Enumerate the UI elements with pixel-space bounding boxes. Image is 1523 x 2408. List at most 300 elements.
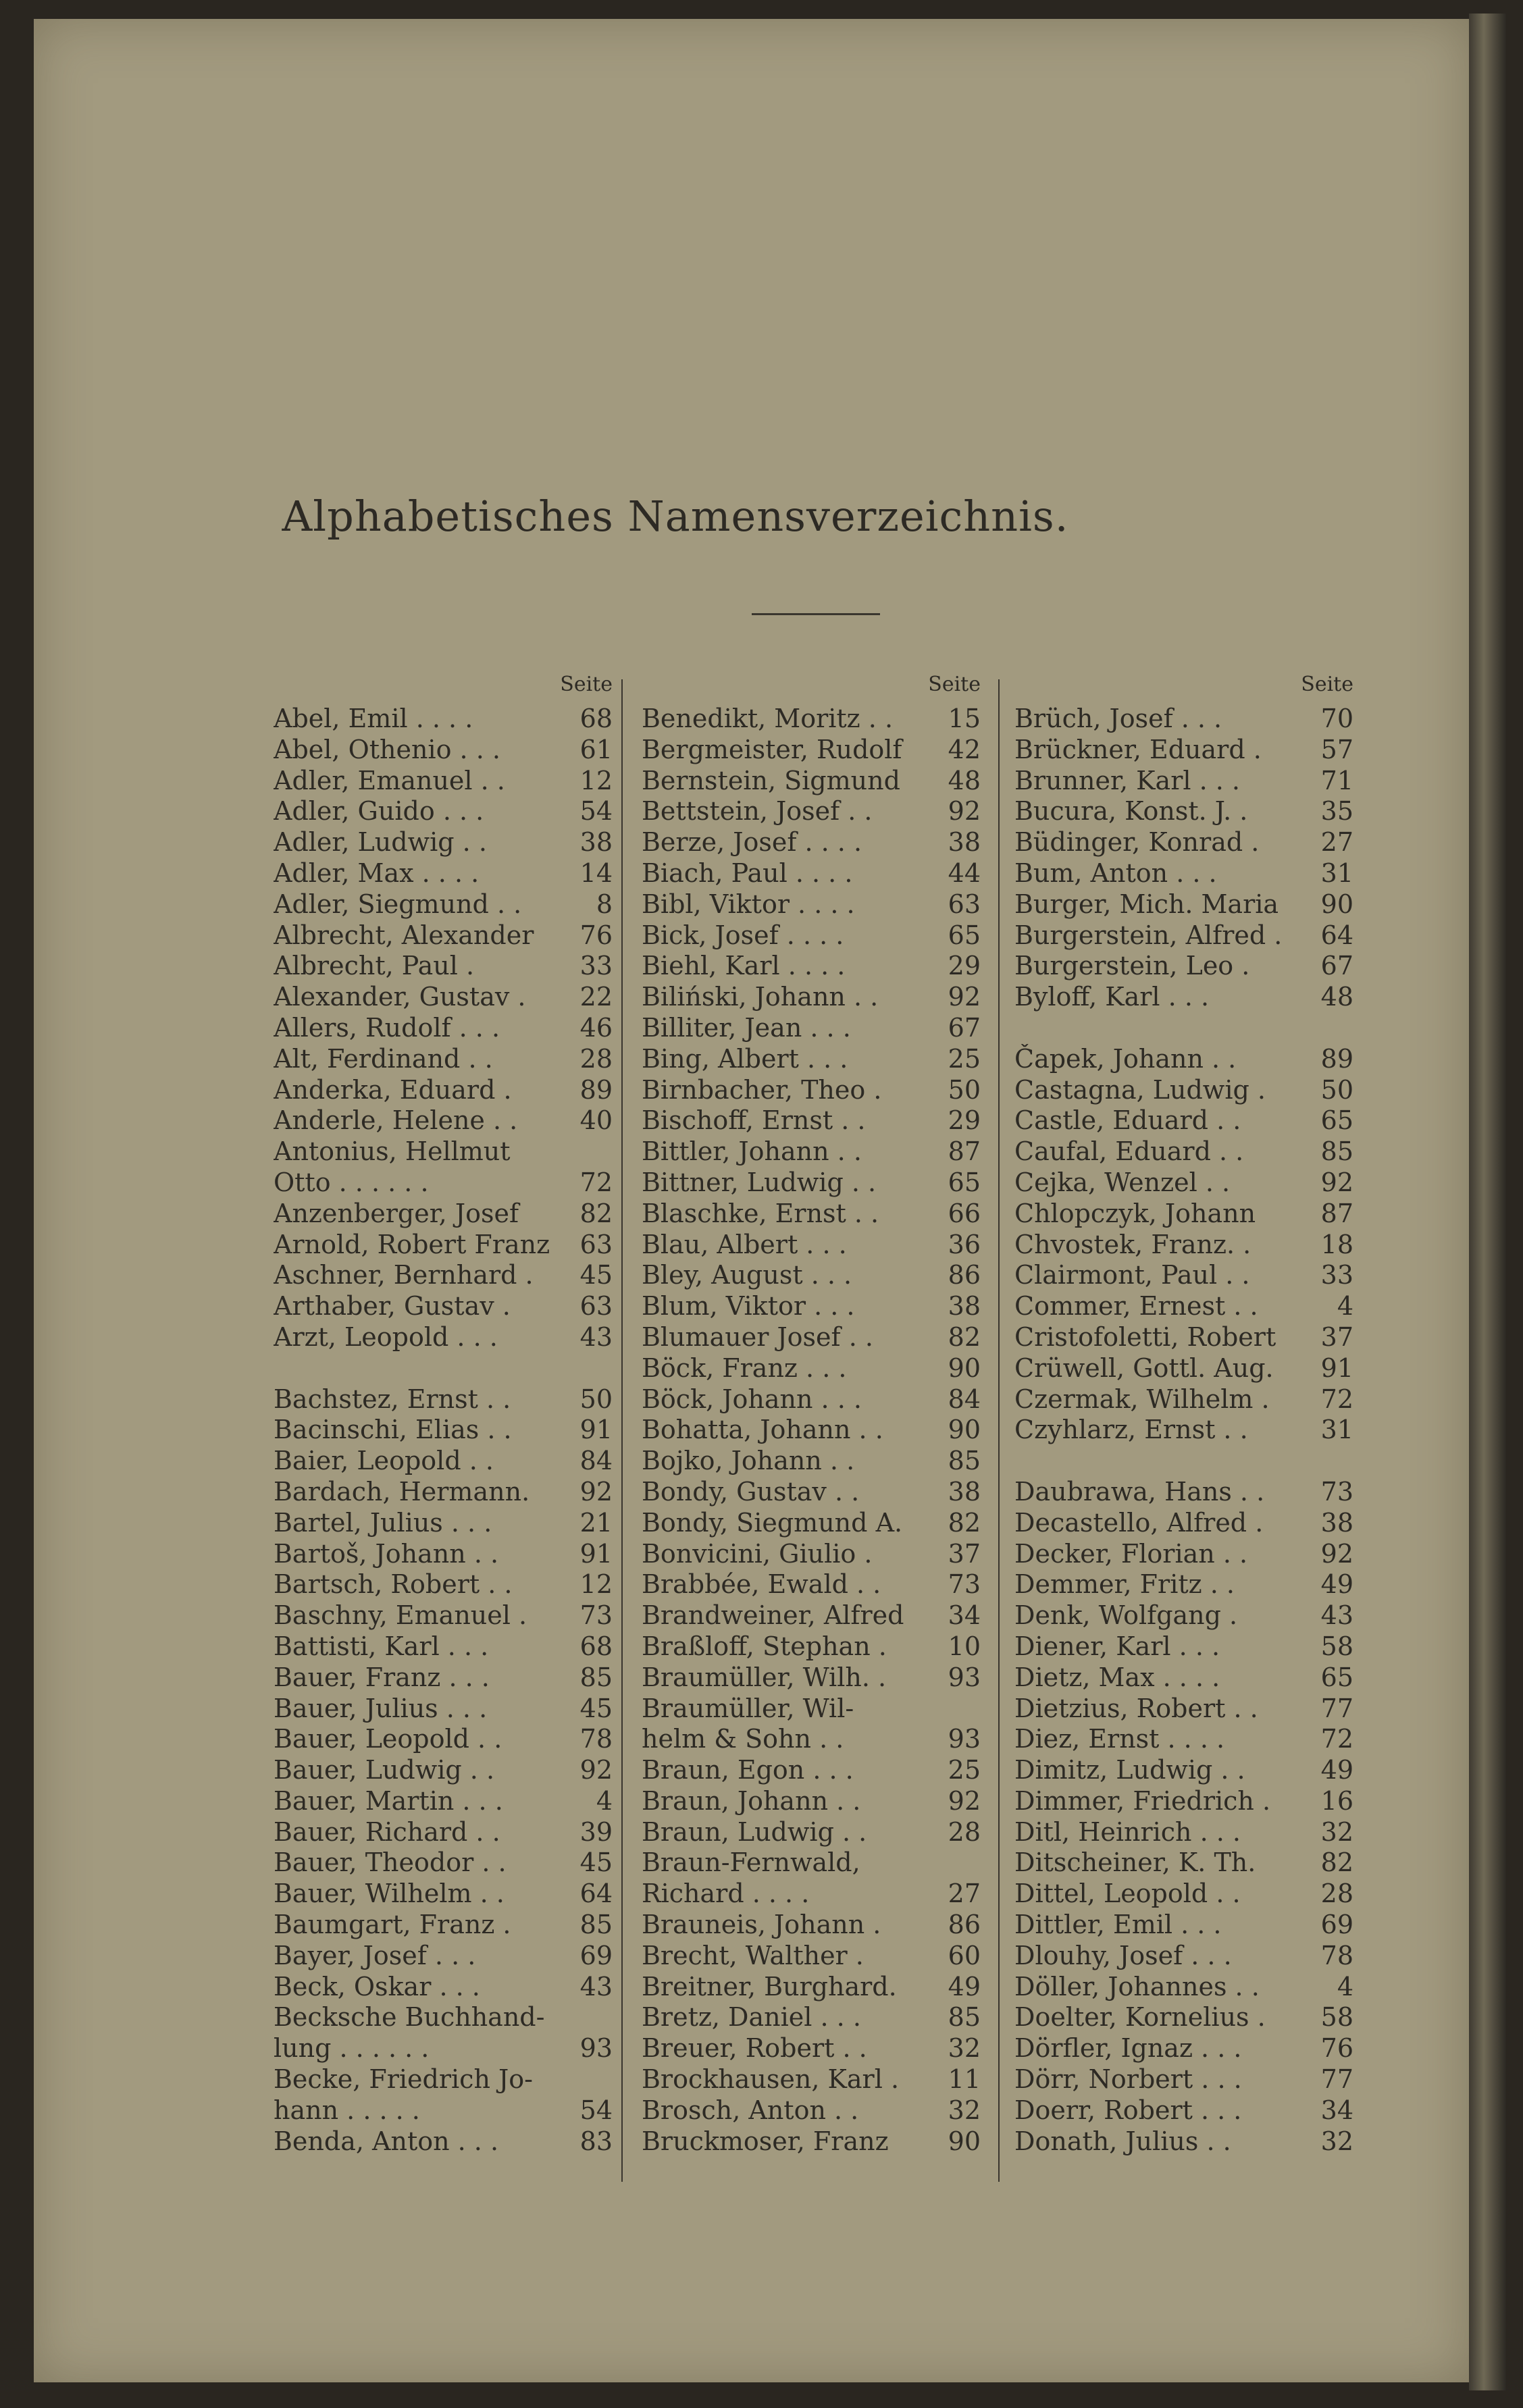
index-entry	[1014, 704, 1359, 735]
column-header: Seite	[560, 673, 613, 696]
entry-page: 65	[1320, 1662, 1353, 1692]
entry-page: 50	[579, 1384, 613, 1414]
entry-name: Clairmont, Paul . .	[1014, 1260, 1250, 1290]
entry-name: Adler, Max . . . .	[274, 858, 480, 888]
entry-page: 29	[948, 1105, 981, 1136]
index-entry	[274, 766, 618, 797]
entry-page: 31	[1320, 1415, 1353, 1445]
entry-name: Biehl, Karl . . . .	[642, 951, 846, 981]
entry-page: 63	[579, 1229, 613, 1259]
entry-page: 32	[948, 2095, 981, 2125]
index-entry	[642, 1508, 986, 1539]
entry-name: Bauer, Ludwig . .	[274, 1755, 495, 1785]
entry-name: Czermak, Wilhelm .	[1014, 1384, 1270, 1414]
entry-page: 90	[948, 1353, 981, 1383]
entry-name: Böck, Franz . . .	[642, 1353, 847, 1383]
entry-page: 54	[579, 796, 613, 827]
entry-name: Byloff, Karl . . .	[1014, 982, 1210, 1012]
index-entry	[642, 858, 986, 889]
entry-page: 4	[1337, 1291, 1353, 1321]
index-entry	[274, 2033, 618, 2064]
index-entry	[642, 1694, 986, 1725]
entry-name: Bondy, Gustav . .	[642, 1476, 860, 1507]
entry-page: 93	[579, 2033, 613, 2064]
index-entry	[1014, 1941, 1359, 1972]
index-entry	[274, 1972, 618, 2003]
entry-page: 42	[948, 734, 981, 764]
entry-name: Antonius, Hellmut	[274, 1136, 511, 1167]
index-entry	[274, 1817, 618, 1848]
index-entry	[274, 1044, 618, 1075]
entry-name: Ditl, Heinrich . . .	[1014, 1816, 1241, 1847]
index-entry	[642, 1539, 986, 1570]
entry-name: Baier, Leopold . .	[274, 1446, 494, 1476]
entry-page: 50	[948, 1074, 981, 1105]
index-entry	[274, 982, 618, 1013]
index-entry	[274, 1663, 618, 1694]
entry-name: Burger, Mich. Maria	[1014, 889, 1279, 919]
entry-name: Bibl, Viktor . . . .	[642, 889, 855, 919]
entry-name: Battisti, Karl . . .	[274, 1631, 489, 1661]
index-entry	[1014, 1724, 1359, 1755]
index-entry	[1014, 1075, 1359, 1106]
index-entry	[274, 1755, 618, 1786]
entry-page: 49	[1320, 1569, 1353, 1600]
column-header: Seite	[1301, 673, 1353, 696]
entry-name: Bauer, Martin . . .	[274, 1785, 503, 1816]
index-entry	[642, 1075, 986, 1106]
entry-page: 31	[1320, 858, 1353, 888]
entry-name: Adler, Siegmund . .	[274, 889, 522, 919]
entry-name: Döller, Johannes . .	[1014, 1971, 1260, 2001]
entry-page: 93	[948, 1662, 981, 1692]
index-entry	[1014, 2126, 1359, 2157]
entry-page: 92	[948, 1785, 981, 1816]
entry-name: Dörr, Norbert . . .	[1014, 2064, 1242, 2095]
entry-page: 82	[948, 1321, 981, 1352]
index-entry	[274, 1105, 618, 1136]
entry-name: Bohatta, Johann . .	[642, 1415, 883, 1445]
entry-name: Bergmeister, Rudolf	[642, 734, 902, 764]
entry-name: Albrecht, Alexander	[274, 920, 534, 950]
index-entry	[642, 2033, 986, 2064]
entry-page: 32	[1320, 2126, 1353, 2156]
entry-page: 65	[948, 920, 981, 950]
index-entry	[642, 1477, 986, 1508]
entry-page: 29	[948, 951, 981, 981]
index-entry	[274, 1075, 618, 1106]
index-entry	[1014, 1322, 1359, 1353]
index-entry	[642, 1786, 986, 1817]
entry-name: Bacinschi, Elias . .	[274, 1415, 512, 1445]
index-entry	[1014, 1694, 1359, 1725]
entry-page: 83	[579, 2126, 613, 2156]
index-entry	[642, 2064, 986, 2095]
entry-page: 18	[1320, 1229, 1353, 1259]
entry-name: Breuer, Robert . .	[642, 2033, 867, 2064]
page-title: Alphabetisches Namensverzeichnis.	[282, 492, 1069, 541]
entry-name: Castagna, Ludwig .	[1014, 1074, 1266, 1105]
index-entry	[642, 2126, 986, 2157]
index-entry	[274, 1600, 618, 1631]
index-entry	[274, 1879, 618, 1910]
entry-page: 46	[579, 1012, 613, 1043]
index-entry	[274, 889, 618, 920]
index-entry	[274, 1848, 618, 1879]
page-edge	[1469, 14, 1506, 2390]
index-entry	[642, 1353, 986, 1384]
entry-name: Dimmer, Friedrich .	[1014, 1785, 1271, 1816]
entry-name: Bettstein, Josef . .	[642, 796, 873, 827]
entry-page: 73	[948, 1569, 981, 1600]
title-rule	[752, 613, 880, 615]
entry-page: 67	[948, 1012, 981, 1043]
entry-name: Breitner, Burghard.	[642, 1971, 897, 2001]
index-entry	[1014, 1260, 1359, 1291]
entry-page: 82	[579, 1198, 613, 1228]
index-column-1	[274, 673, 618, 2157]
entry-name: Bum, Anton . . .	[1014, 858, 1217, 888]
index-entry	[274, 1569, 618, 1600]
entry-page: 66	[948, 1198, 981, 1228]
entry-page: 54	[579, 2095, 613, 2125]
entry-name: Beck, Oskar . . .	[274, 1971, 480, 2001]
entry-name: Bartoš, Johann . .	[274, 1538, 499, 1569]
index-entry	[274, 1724, 618, 1755]
index-entry	[274, 1322, 618, 1353]
entry-page: 25	[948, 1755, 981, 1785]
entry-page: 16	[1320, 1785, 1353, 1816]
entry-name: Bondy, Siegmund A.	[642, 1507, 903, 1538]
entry-name: Burgerstein, Leo .	[1014, 951, 1250, 981]
entry-name: Bayer, Josef . . .	[274, 1940, 476, 1970]
entry-name: Becksche Buchhand-	[274, 2002, 545, 2033]
book-page	[34, 19, 1469, 2382]
entry-name: Biach, Paul . . . .	[642, 858, 853, 888]
entry-page: 60	[948, 1940, 981, 1970]
index-entry	[1014, 1199, 1359, 1230]
entry-name: Abel, Emil . . . .	[274, 704, 473, 733]
index-entry	[274, 1353, 618, 1384]
index-entry	[1014, 889, 1359, 920]
index-entry	[642, 1291, 986, 1322]
entry-name: Otto . . . . . .	[274, 1167, 429, 1197]
index-entry	[1014, 796, 1359, 827]
index-entry	[1014, 2064, 1359, 2095]
entry-name: Anzenberger, Josef	[274, 1198, 519, 1228]
entry-name: Brockhausen, Karl .	[642, 2064, 900, 2095]
entry-name: Bing, Albert . . .	[642, 1043, 848, 1074]
entry-page: 92	[948, 982, 981, 1012]
index-entry	[274, 1136, 618, 1168]
index-entry	[1014, 1879, 1359, 1910]
entry-page: 21	[579, 1507, 613, 1538]
index-entry	[642, 2002, 986, 2033]
index-entry	[642, 951, 986, 982]
entry-page: 77	[1320, 2064, 1353, 2095]
entry-name: Bachstez, Ernst . .	[274, 1384, 511, 1414]
entry-page: 65	[948, 1167, 981, 1197]
entry-page: 92	[1320, 1538, 1353, 1569]
index-entry	[274, 951, 618, 982]
entry-name: Crüwell, Gottl. Aug.	[1014, 1353, 1274, 1383]
entry-page: 38	[948, 827, 981, 858]
entry-page: 43	[579, 1321, 613, 1352]
entry-name: lung . . . . . .	[274, 2033, 430, 2064]
entry-name: Bojko, Johann . .	[642, 1446, 855, 1476]
index-entry	[1014, 1508, 1359, 1539]
entry-page: 61	[579, 734, 613, 764]
entry-name: Abel, Othenio . . .	[274, 734, 500, 764]
index-entry	[1014, 827, 1359, 858]
entry-page: 32	[1320, 1816, 1353, 1847]
entry-page: 48	[948, 765, 981, 795]
index-entry	[642, 1044, 986, 1075]
entry-name: Birnbacher, Theo .	[642, 1074, 882, 1105]
entry-name: Cejka, Wenzel . .	[1014, 1167, 1231, 1197]
index-entry	[274, 1384, 618, 1415]
entry-name: Bonvicini, Giulio .	[642, 1538, 873, 1569]
entry-name: Čapek, Johann . .	[1014, 1043, 1237, 1074]
entry-name: Bauer, Leopold . .	[274, 1724, 502, 1754]
index-entry	[274, 2095, 618, 2126]
index-entry	[642, 1199, 986, 1230]
index-entry	[1014, 858, 1359, 889]
entry-page: 48	[1320, 982, 1353, 1012]
index-entry	[1014, 1044, 1359, 1075]
index-entry	[1014, 1817, 1359, 1848]
index-entry	[642, 1663, 986, 1694]
entry-name: helm & Sohn . .	[642, 1724, 844, 1754]
index-entry	[1014, 1415, 1359, 1446]
entry-page: 77	[1320, 1693, 1353, 1723]
entry-name: Arthaber, Gustav .	[274, 1291, 511, 1321]
index-entry	[642, 704, 986, 735]
entry-page: 90	[948, 2126, 981, 2156]
entry-page: 71	[1320, 765, 1353, 795]
entry-page: 90	[948, 1415, 981, 1445]
entry-name: Czyhlarz, Ernst . .	[1014, 1415, 1248, 1445]
entry-page: 58	[1320, 2002, 1353, 2033]
entry-name: Bauer, Theodor . .	[274, 1848, 507, 1878]
index-entry	[1014, 1972, 1359, 2003]
entry-page: 27	[948, 1879, 981, 1909]
entry-name: Chlopczyk, Johann	[1014, 1198, 1256, 1228]
entry-page: 15	[948, 704, 981, 733]
index-entry	[642, 1322, 986, 1353]
entry-name: Dörfler, Ignaz . . .	[1014, 2033, 1242, 2064]
index-entry	[1014, 1631, 1359, 1663]
entry-name: Allers, Rudolf . . .	[274, 1012, 500, 1043]
entry-name: Blumauer Josef . .	[642, 1321, 873, 1352]
entry-name: Diez, Ernst . . . .	[1014, 1724, 1225, 1754]
entry-page: 93	[948, 1724, 981, 1754]
entry-name: Doelter, Kornelius .	[1014, 2002, 1266, 2033]
entry-page: 68	[579, 1631, 613, 1661]
entry-page: 64	[579, 1879, 613, 1909]
entry-name: hann . . . . .	[274, 2095, 420, 2125]
entry-page: 34	[948, 1600, 981, 1631]
entry-name: Brandweiner, Alfred	[642, 1600, 904, 1631]
index-entry	[274, 1631, 618, 1663]
entry-name: Decastello, Alfred .	[1014, 1507, 1264, 1538]
entry-name: Cristofoletti, Robert	[1014, 1321, 1276, 1352]
index-entry	[1014, 1477, 1359, 1508]
index-entry	[1014, 1105, 1359, 1136]
entry-page: 4	[596, 1785, 613, 1816]
index-entry	[1014, 1569, 1359, 1600]
entry-page: 72	[1320, 1384, 1353, 1414]
entry-page: 38	[1320, 1507, 1353, 1538]
index-entry	[274, 1910, 618, 1941]
entry-page: 65	[1320, 1105, 1353, 1136]
entry-name: Brecht, Walther .	[642, 1940, 864, 1970]
entry-page: 37	[948, 1538, 981, 1569]
entry-page: 35	[1320, 796, 1353, 827]
entry-page: 85	[579, 1662, 613, 1692]
entry-page: 49	[948, 1971, 981, 2001]
column-header: Seite	[928, 673, 981, 696]
entry-page: 28	[948, 1816, 981, 1847]
index-entry	[642, 1724, 986, 1755]
index-entry	[1014, 1384, 1359, 1415]
index-entry	[642, 1446, 986, 1477]
index-entry	[1014, 766, 1359, 797]
index-entry	[642, 1910, 986, 1941]
index-entry	[1014, 2095, 1359, 2126]
entry-name: Doerr, Robert . . .	[1014, 2095, 1242, 2125]
entry-name: Denk, Wolfgang .	[1014, 1600, 1238, 1631]
index-entry	[1014, 2033, 1359, 2064]
index-entry	[1014, 1848, 1359, 1879]
entry-page: 25	[948, 1043, 981, 1074]
entry-page: 84	[948, 1384, 981, 1414]
entry-name: Arzt, Leopold . . .	[274, 1321, 498, 1352]
index-entry	[642, 1631, 986, 1663]
entry-page: 70	[1320, 704, 1353, 733]
entry-page: 12	[579, 765, 613, 795]
entry-page: 91	[1320, 1353, 1353, 1383]
entry-name: Braun, Ludwig . .	[642, 1816, 867, 1847]
entry-page: 39	[579, 1816, 613, 1847]
index-entry	[274, 1291, 618, 1322]
entry-name: Dimitz, Ludwig . .	[1014, 1755, 1245, 1785]
index-entry	[1014, 1910, 1359, 1941]
entry-page: 27	[1320, 827, 1353, 858]
index-entry	[274, 704, 618, 735]
index-entry	[274, 1539, 618, 1570]
entry-name: Brabbée, Ewald . .	[642, 1569, 881, 1600]
entry-name: Brosch, Anton . .	[642, 2095, 859, 2125]
entry-page: 92	[1320, 1167, 1353, 1197]
entry-name: Brauneis, Johann .	[642, 1910, 881, 1940]
index-entry	[274, 1230, 618, 1261]
index-entry	[274, 1168, 618, 1199]
index-entry	[642, 1569, 986, 1600]
entry-page: 57	[1320, 734, 1353, 764]
entry-name: Braßloff, Stephan .	[642, 1631, 887, 1661]
entry-page: 67	[1320, 951, 1353, 981]
entry-name: Burgerstein, Alfred .	[1014, 920, 1283, 950]
index-entry	[642, 889, 986, 920]
entry-name: Blaschke, Ernst . .	[642, 1198, 879, 1228]
index-entry	[642, 1415, 986, 1446]
index-entry	[642, 1600, 986, 1631]
entry-page: 89	[579, 1074, 613, 1105]
index-entry	[642, 735, 986, 766]
entry-page: 49	[1320, 1755, 1353, 1785]
entry-name: Alexander, Gustav .	[274, 982, 526, 1012]
entry-name: Adler, Emanuel . .	[274, 765, 505, 795]
entry-name: Bartsch, Robert . .	[274, 1569, 513, 1600]
entry-name: Berze, Josef . . . .	[642, 827, 862, 858]
index-entry	[642, 796, 986, 827]
entry-page: 89	[1320, 1043, 1353, 1074]
entry-page: 91	[579, 1538, 613, 1569]
index-entry	[274, 735, 618, 766]
entry-page: 82	[948, 1507, 981, 1538]
index-entry	[1014, 1013, 1359, 1044]
entry-name: Braumüller, Wilh. .	[642, 1662, 887, 1692]
index-entry	[642, 920, 986, 951]
entry-page: 85	[1320, 1136, 1353, 1167]
entry-name: Biliński, Johann . .	[642, 982, 879, 1012]
index-entry	[1014, 1168, 1359, 1199]
entry-page: 10	[948, 1631, 981, 1661]
index-entry	[274, 1415, 618, 1446]
index-entry	[274, 1694, 618, 1725]
entry-page: 86	[948, 1910, 981, 1940]
index-entry	[642, 1260, 986, 1291]
entry-name: Bauer, Wilhelm . .	[274, 1879, 505, 1909]
entry-page: 78	[579, 1724, 613, 1754]
entry-name: Bischoff, Ernst . .	[642, 1105, 866, 1136]
entry-page: 43	[1320, 1600, 1353, 1631]
entry-page: 32	[948, 2033, 981, 2064]
index-entry	[1014, 1446, 1359, 1477]
index-entry	[642, 1105, 986, 1136]
entry-page: 92	[579, 1755, 613, 1785]
entry-name: Blum, Viktor . . .	[642, 1291, 855, 1321]
entry-name: Benda, Anton . . .	[274, 2126, 499, 2156]
index-column-2	[642, 673, 986, 2157]
entry-name: Brüch, Josef . . .	[1014, 704, 1222, 733]
index-entry	[642, 1384, 986, 1415]
entry-page: 76	[579, 920, 613, 950]
entry-page: 38	[948, 1291, 981, 1321]
column-divider	[621, 679, 623, 2182]
entry-name: Billiter, Jean . . .	[642, 1012, 851, 1043]
entry-page: 58	[1320, 1631, 1353, 1661]
entry-page: 68	[579, 704, 613, 733]
entry-page: 78	[1320, 1940, 1353, 1970]
entry-name: Büdinger, Konrad .	[1014, 827, 1260, 858]
entry-page: 11	[948, 2064, 981, 2095]
index-entry	[274, 920, 618, 951]
entry-name: Braun-Fernwald,	[642, 1848, 860, 1878]
entry-page: 76	[1320, 2033, 1353, 2064]
entry-page: 36	[948, 1229, 981, 1259]
entry-page: 84	[579, 1446, 613, 1476]
index-entry	[274, 827, 618, 858]
entry-page: 91	[579, 1415, 613, 1445]
entry-page: 86	[948, 1260, 981, 1290]
index-entry	[642, 1136, 986, 1168]
entry-page: 28	[579, 1043, 613, 1074]
entry-page: 63	[579, 1291, 613, 1321]
entry-page: 22	[579, 982, 613, 1012]
entry-page: 45	[579, 1848, 613, 1878]
